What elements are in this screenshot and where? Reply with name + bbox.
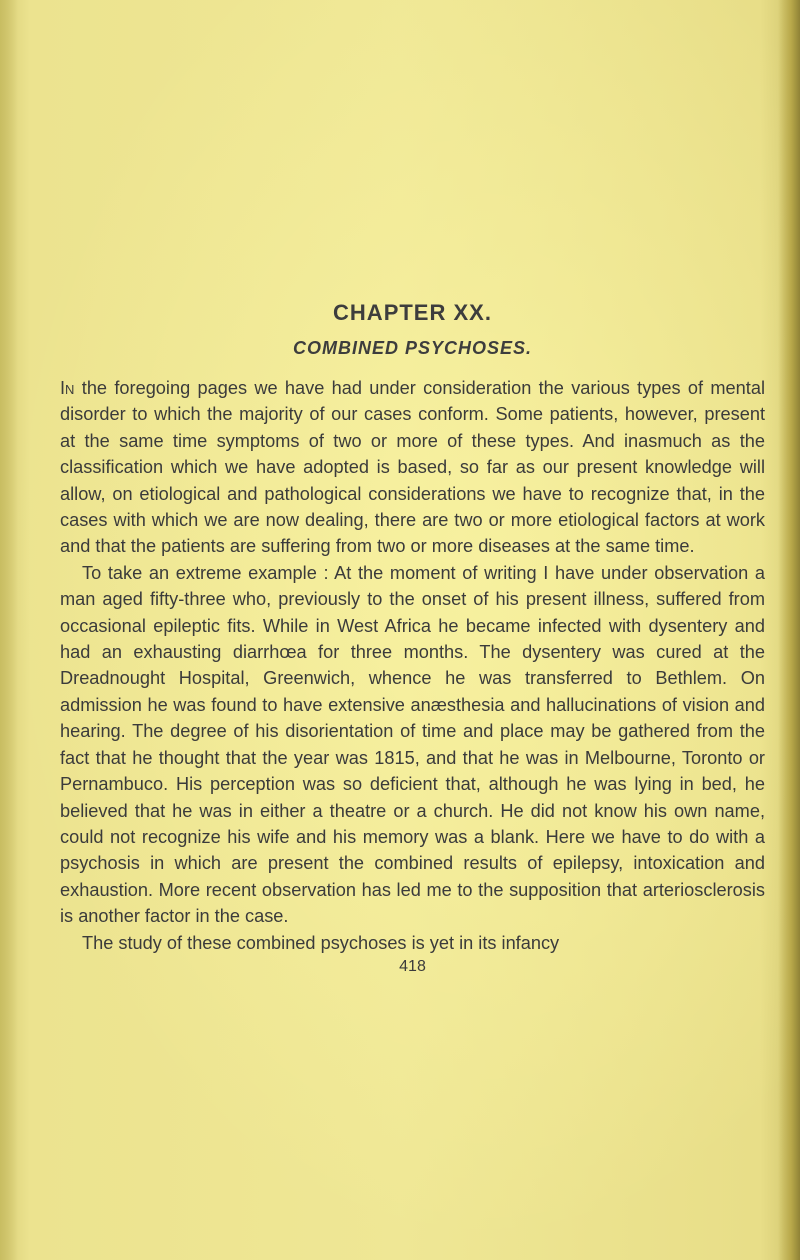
text-block — [60, 300, 765, 976]
paragraph-1 — [60, 375, 765, 560]
page-gutter-shadow — [0, 0, 18, 1260]
paragraph-text: the foregoing pages we have had under consideration the various types of mental disorder to which the majority of our cases conform. Some patients, however, present at the same time symptoms of two or more of these types. And inasmuch as the classification which we have adopted is based, so far as our present knowledge will allow, on etiological and pathological considerations we have to recognize that, in the cases with which we are now dealing, there are two or more etiological factors at work and that the patients are suffering from two or more diseases at the same time. — [60, 378, 765, 557]
paragraph-lead-word: In — [60, 378, 75, 398]
page-edge-shadow — [778, 0, 800, 1260]
paragraph-3: The study of these combined psychoses is yet in its infancy — [82, 932, 560, 953]
chapter-title: CHAPTER XX. — [333, 300, 492, 325]
page-number: 418 — [399, 957, 426, 975]
paragraph-2: To take an extreme example : At the moment of writing I have under observation a man aged fifty-three who, previously to the onset of his present illness, suffered from occasional epileptic fits. While in West Africa he became infected with dysentery and had an exhausting diarrhœa for three months. The dysentery was cured at the Dreadnought Hospital, Greenwich, whence he was transferred to Bethlem. On admission he was found to have extensive anæsthesia and hallucinations of vision and hearing. The degree of his disorientation of time and place may be gathered from the fact that he thought that the year was 1815, and that he was in Melbourne, Toronto or Pernambuco. His perception was so deficient that, although he was lying in bed, he believed that he was in either a theatre or a church. He did not know his own name, could not recognize his wife and his memory was a blank. Here we have to do with a psychosis in which are present the combined results of epilepsy, intoxication and exhaustion. More recent observation has led me to the supposition that arteriosclerosis is another factor in the case. — [60, 562, 765, 927]
chapter-subtitle: COMBINED PSYCHOSES. — [292, 338, 533, 358]
body-text — [60, 375, 765, 956]
